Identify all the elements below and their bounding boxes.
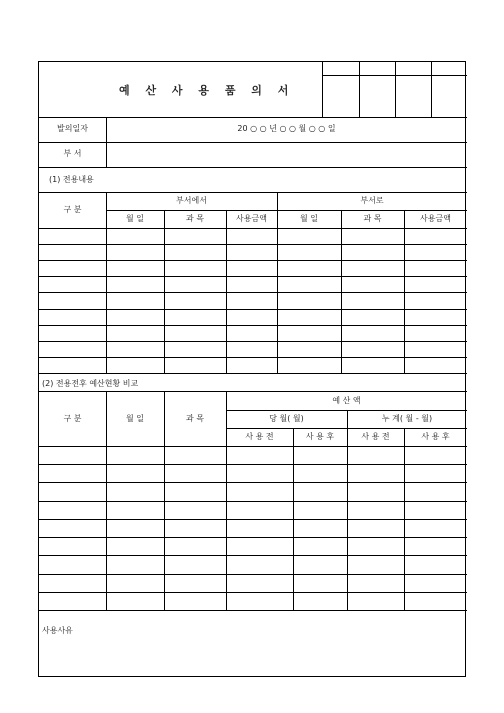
s1-to-subject-header: 과 목 xyxy=(363,214,382,223)
s1-gubun-header: 구 분 xyxy=(63,205,82,214)
section1-table-row[interactable] xyxy=(39,292,467,308)
date-field[interactable]: 20 ○ ○ 년 ○ ○ 월 ○ ○ 일 xyxy=(237,124,336,133)
s2-cumulative-after-header: 사 용 후 xyxy=(421,432,450,441)
s2-cumulative-before-header: 사 용 전 xyxy=(361,432,390,441)
section2-table-row[interactable] xyxy=(39,537,467,555)
section2-table-row[interactable] xyxy=(39,482,467,500)
section1-table-row[interactable] xyxy=(39,228,467,244)
s1-to-amount-header: 사용금액 xyxy=(420,214,451,223)
section2-table-row[interactable] xyxy=(39,555,467,573)
approval-sign-box-3[interactable] xyxy=(395,76,431,117)
form-title: 예 산 사 용 품 의 서 xyxy=(119,84,295,97)
section2-table-row[interactable] xyxy=(39,592,467,610)
s2-cumulative-header: 누 계( 월 - 월) xyxy=(381,414,433,423)
s1-from-subject-header: 과 목 xyxy=(186,214,204,223)
section1-table-row[interactable] xyxy=(39,341,467,357)
budget-usage-form xyxy=(38,61,466,677)
section2-table-row[interactable] xyxy=(39,501,467,519)
approval-sign-box-4[interactable] xyxy=(431,76,466,117)
section1-table-row[interactable] xyxy=(39,244,467,260)
s1-from-amount-header: 사용금액 xyxy=(236,214,267,223)
section1-title: (1) 전용내용 xyxy=(49,175,94,184)
section1-table-row[interactable] xyxy=(39,276,467,292)
section2-table-row[interactable] xyxy=(39,446,467,464)
date-label: 발의일자 xyxy=(57,124,88,133)
s1-from-monthday-header: 월 일 xyxy=(126,214,144,223)
section1-table-row[interactable] xyxy=(39,260,467,276)
s1-from-dept-header: 부서에서 xyxy=(176,196,207,205)
section2-table-row[interactable] xyxy=(39,464,467,482)
approval-sign-box-2[interactable] xyxy=(359,76,395,117)
s2-monthday-header: 월 일 xyxy=(126,414,144,423)
reason-field[interactable] xyxy=(89,614,463,674)
section2-title: (2) 전용전후 예산현황 비교 xyxy=(42,379,139,388)
s2-current-month-header: 당 월( 월) xyxy=(269,414,304,423)
reason-label: 사용사유 xyxy=(42,626,73,635)
approval-sign-box-1[interactable] xyxy=(322,76,359,117)
section1-table-row[interactable] xyxy=(39,357,467,373)
section1-table-row[interactable] xyxy=(39,325,467,341)
s1-to-dept-header: 부서로 xyxy=(360,196,384,205)
s1-to-monthday-header: 월 일 xyxy=(300,214,318,223)
s2-current-after-header: 사 용 후 xyxy=(305,432,335,441)
section2-table-row[interactable] xyxy=(39,574,467,592)
s2-budget-header: 예 산 액 xyxy=(332,396,361,405)
dept-label: 부 서 xyxy=(63,149,82,158)
section1-table-row[interactable] xyxy=(39,309,467,325)
s2-gubun-header: 구 분 xyxy=(63,414,82,423)
dept-field[interactable] xyxy=(107,143,466,166)
section2-table-row[interactable] xyxy=(39,519,467,537)
s2-current-before-header: 사 용 전 xyxy=(245,432,274,441)
s2-subject-header: 과 목 xyxy=(186,414,204,423)
